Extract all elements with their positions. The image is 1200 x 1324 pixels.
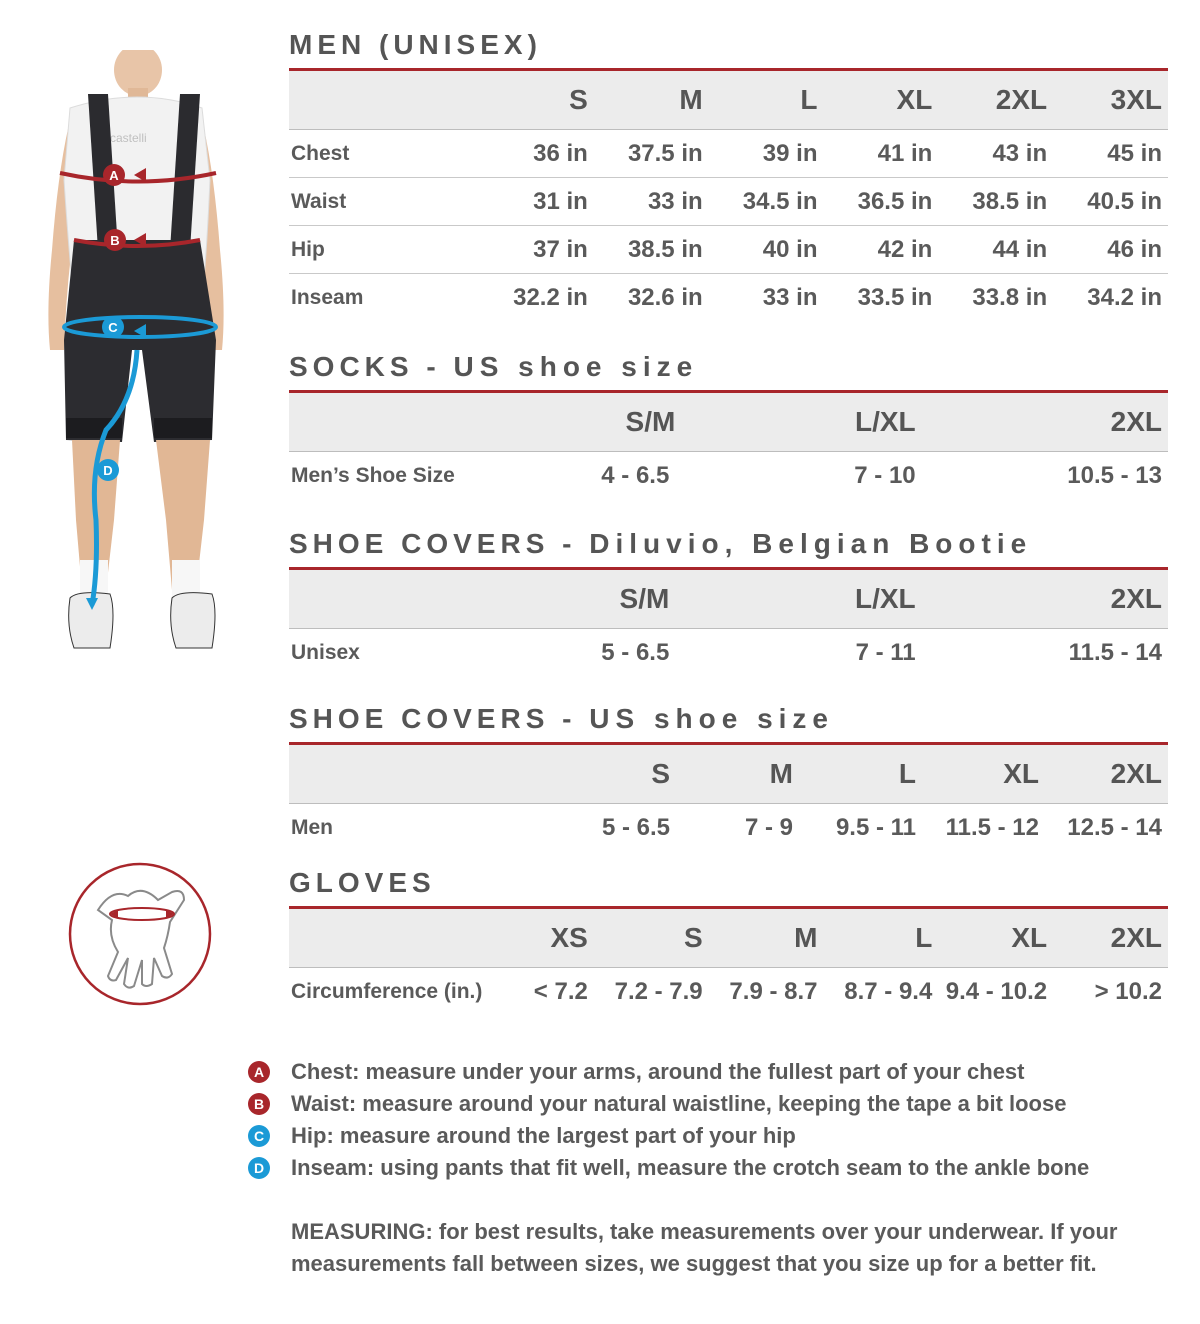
row-label: Waist bbox=[289, 178, 479, 226]
note-text: Hip: measure around the largest part of your hip bbox=[291, 1123, 796, 1148]
marker-c: C bbox=[108, 320, 118, 335]
measurement-notes bbox=[248, 1056, 1168, 1184]
section-title: GLOVES bbox=[289, 867, 436, 898]
table-cell: 40.5 in bbox=[1053, 178, 1168, 226]
men-size-table bbox=[289, 68, 1168, 321]
size-header: 2XL bbox=[922, 569, 1168, 629]
table-cell: 9.5 - 11 bbox=[835, 813, 916, 841]
section-title: MEN (UNISEX) bbox=[289, 29, 542, 60]
size-header: XL bbox=[823, 70, 938, 130]
table-cell: 34.5 in bbox=[709, 178, 824, 226]
size-header: L/XL bbox=[675, 569, 921, 629]
table-row bbox=[289, 178, 1168, 226]
size-header: S bbox=[594, 908, 709, 968]
table-cell: 36 in bbox=[479, 130, 594, 178]
table-cell: 33 in bbox=[762, 283, 818, 311]
table-cell: 33.5 in bbox=[857, 283, 933, 311]
size-header: 2XL bbox=[922, 392, 1168, 452]
table-row bbox=[289, 226, 1168, 274]
table-cell: 7 - 9 bbox=[744, 813, 793, 841]
table-cell: 39 in bbox=[709, 130, 824, 178]
marker-d: D bbox=[103, 463, 113, 478]
marker-a-badge: A bbox=[248, 1061, 270, 1083]
table-cell: < 7.2 bbox=[533, 977, 588, 1005]
table-cell: 11.5 - 12 bbox=[945, 813, 1039, 841]
note-hip bbox=[248, 1120, 1168, 1152]
table-row bbox=[289, 629, 1168, 677]
jersey-brand: castelli bbox=[110, 131, 147, 145]
men-size-section bbox=[289, 30, 1168, 321]
row-label: Inseam bbox=[291, 285, 364, 309]
size-header: XS bbox=[479, 908, 594, 968]
table-cell: 37 in bbox=[479, 226, 594, 274]
marker-a: A bbox=[109, 168, 119, 183]
size-header: S bbox=[479, 70, 594, 130]
table-cell: 5 - 6.5 bbox=[601, 813, 670, 841]
table-cell: 32.2 in bbox=[513, 283, 588, 311]
table-cell: 10.5 - 13 bbox=[1067, 461, 1162, 489]
cyclist-body-measurement-illustration bbox=[30, 50, 240, 670]
table-row bbox=[289, 452, 1168, 500]
shoe-covers-diluvio-table bbox=[289, 567, 1168, 676]
table-cell: 5 - 6.5 bbox=[601, 638, 670, 666]
table-cell: 7 - 11 bbox=[855, 638, 916, 666]
section-title: SHOE COVERS - US shoe size bbox=[289, 703, 834, 734]
section-title: SHOE COVERS - Diluvio, Belgian Bootie bbox=[289, 528, 1033, 559]
table-cell: 40 in bbox=[709, 226, 824, 274]
shoe-covers-diluvio-section bbox=[289, 529, 1168, 676]
size-header: 2XL bbox=[1045, 744, 1168, 804]
row-label: Hip bbox=[289, 226, 479, 274]
shoe-covers-us-table bbox=[289, 742, 1168, 851]
table-cell: 31 in bbox=[479, 178, 594, 226]
table-row bbox=[289, 804, 1168, 852]
note-waist bbox=[248, 1088, 1168, 1120]
marker-d-badge: D bbox=[248, 1157, 270, 1179]
table-cell: 34.2 in bbox=[1087, 283, 1162, 311]
size-header: M bbox=[594, 70, 709, 130]
table-row bbox=[289, 968, 1168, 1016]
size-header: 2XL bbox=[938, 70, 1053, 130]
note-text: Chest: measure under your arms, around the fullest part of your chest bbox=[291, 1059, 1025, 1084]
gloves-size-section bbox=[289, 868, 1168, 1015]
table-cell: 8.7 - 9.4 bbox=[844, 977, 933, 1005]
hand-circumference-icon bbox=[68, 862, 212, 1006]
socks-size-section bbox=[289, 352, 1168, 499]
table-cell: 11.5 - 14 bbox=[1068, 638, 1162, 666]
note-text: Waist: measure around your natural waistline, keeping the tape a bit loose bbox=[291, 1091, 1067, 1116]
row-label: Men’s Shoe Size bbox=[291, 463, 455, 487]
row-label: Men bbox=[291, 815, 333, 839]
note-inseam bbox=[248, 1152, 1168, 1184]
table-cell: 36.5 in bbox=[823, 178, 938, 226]
size-header: XL bbox=[922, 744, 1045, 804]
table-row bbox=[289, 274, 1168, 322]
table-cell: 33.8 in bbox=[972, 283, 1048, 311]
table-cell: 7.9 - 8.7 bbox=[729, 977, 818, 1005]
table-cell: 44 in bbox=[938, 226, 1053, 274]
size-header: 3XL bbox=[1053, 70, 1168, 130]
size-header: L bbox=[799, 744, 922, 804]
row-label: Chest bbox=[289, 130, 479, 178]
section-title: SOCKS - US shoe size bbox=[289, 351, 699, 382]
size-header: L/XL bbox=[675, 392, 921, 452]
size-header: L bbox=[823, 908, 938, 968]
table-row bbox=[289, 130, 1168, 178]
table-cell: 46 in bbox=[1053, 226, 1168, 274]
table-cell: 4 - 6.5 bbox=[601, 461, 670, 489]
size-header: M bbox=[676, 744, 799, 804]
row-label: Unisex bbox=[291, 640, 360, 664]
table-cell: 43 in bbox=[938, 130, 1053, 178]
shoe-covers-us-section bbox=[289, 704, 1168, 851]
table-cell: 7.2 - 7.9 bbox=[614, 977, 703, 1005]
table-cell: > 10.2 bbox=[1094, 977, 1162, 1005]
table-cell: 12.5 - 14 bbox=[1067, 813, 1162, 841]
table-cell: 37.5 in bbox=[594, 130, 709, 178]
table-cell: 38.5 in bbox=[938, 178, 1053, 226]
marker-b: B bbox=[110, 233, 120, 248]
row-label: Circumference (in.) bbox=[291, 979, 483, 1003]
note-chest bbox=[248, 1056, 1168, 1088]
marker-c-badge: C bbox=[248, 1125, 270, 1147]
size-header: XL bbox=[938, 908, 1053, 968]
table-cell: 41 in bbox=[823, 130, 938, 178]
size-header: S/M bbox=[429, 392, 675, 452]
measuring-tip: MEASURING: for best results, take measurements over your underwear. If your measurements fall between sizes, we suggest that you size up for a better fit. bbox=[291, 1219, 1118, 1276]
size-header: S/M bbox=[429, 569, 675, 629]
table-cell: 33 in bbox=[594, 178, 709, 226]
marker-b-badge: B bbox=[248, 1093, 270, 1115]
table-cell: 32.6 in bbox=[627, 283, 703, 311]
size-header: 2XL bbox=[1053, 908, 1168, 968]
size-header: L bbox=[709, 70, 824, 130]
size-header: S bbox=[553, 744, 676, 804]
socks-size-table bbox=[289, 390, 1168, 499]
table-cell: 9.4 - 10.2 bbox=[945, 977, 1048, 1005]
gloves-size-table bbox=[289, 906, 1168, 1015]
note-text: Inseam: using pants that fit well, measure the crotch seam to the ankle bone bbox=[291, 1155, 1090, 1180]
table-cell: 42 in bbox=[823, 226, 938, 274]
table-cell: 38.5 in bbox=[594, 226, 709, 274]
table-cell: 7 - 10 bbox=[854, 461, 916, 489]
size-header: M bbox=[709, 908, 824, 968]
table-cell: 45 in bbox=[1053, 130, 1168, 178]
